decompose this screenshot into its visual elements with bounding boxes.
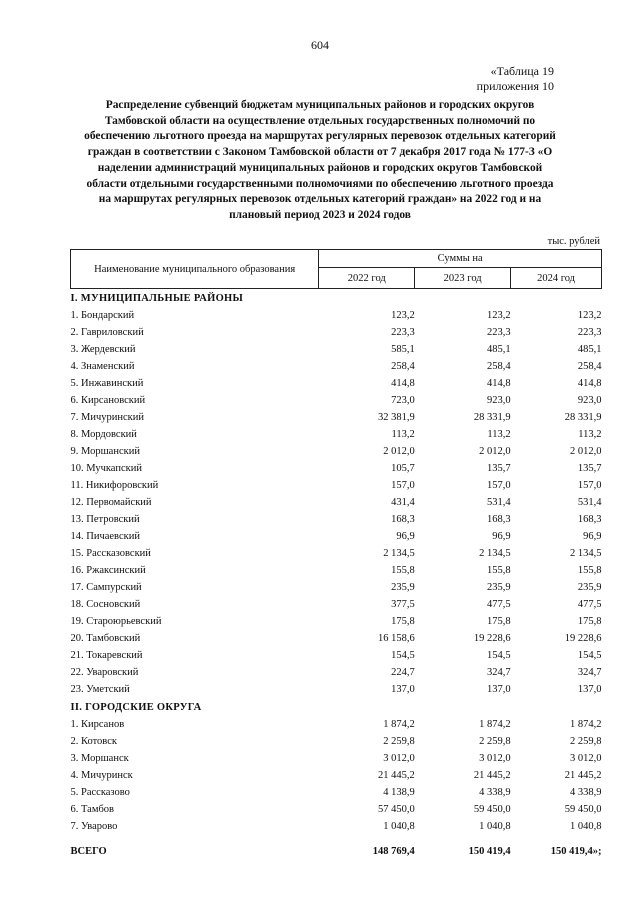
value-cell-2022: 21 445,2 [377, 770, 415, 781]
value-cell-2024: 28 331,9 [564, 412, 602, 423]
row-label: 16. Ржаксинский [70, 565, 146, 576]
row-label: 7. Уварово [70, 821, 118, 832]
row-label: 20. Тамбовский [70, 633, 141, 644]
table-row [71, 494, 602, 511]
page-number: 604 [311, 38, 329, 52]
row-label: 10. Мучкапский [70, 463, 142, 474]
value-cell-2022: 1 874,2 [383, 719, 415, 730]
value-cell-2022: 123,2 [391, 310, 415, 321]
value-cell-2023: 137,0 [486, 684, 511, 695]
value-cell-2022: 155,8 [391, 565, 415, 576]
value-cell-2022: 2 259,8 [383, 736, 415, 747]
value-cell-2024: 2 012,0 [570, 446, 602, 457]
value-cell-2022: 148 769,4 [372, 846, 415, 857]
value-cell-2024: 414,8 [577, 378, 602, 389]
value-cell-2024: 155,8 [577, 565, 602, 576]
value-cell-2024: 223,3 [577, 327, 602, 338]
value-cell-2023: 21 445,2 [473, 770, 511, 781]
value-cell-2023: 175,8 [486, 616, 511, 627]
table-row [71, 358, 602, 375]
value-cell-2023: 155,8 [486, 565, 511, 576]
table-row [71, 733, 602, 750]
value-cell-2023: 96,9 [492, 531, 511, 542]
row-label: 2. Котовск [70, 736, 117, 747]
value-cell-2024: 477,5 [577, 599, 602, 610]
value-cell-2023: 19 228,6 [473, 633, 511, 644]
row-label: 6. Тамбов [70, 804, 115, 815]
value-cell-2022: 168,3 [391, 514, 415, 525]
table-row [71, 630, 602, 647]
row-label: 12. Первомайский [70, 497, 152, 508]
value-cell-2024: 531,4 [577, 497, 602, 508]
table-row [71, 647, 602, 664]
table-row [71, 409, 602, 426]
col-header-year-2023: 2023 год [415, 268, 511, 289]
value-cell-2023: 1 874,2 [479, 719, 511, 730]
value-cell-2022: 235,9 [391, 582, 415, 593]
value-cell-2022: 57 450,0 [377, 804, 415, 815]
value-cell-2022: 377,5 [391, 599, 415, 610]
value-cell-2024: 123,2 [577, 310, 602, 321]
value-cell-2024: 21 445,2 [564, 770, 602, 781]
value-cell-2023: 28 331,9 [473, 412, 511, 423]
row-label: 3. Жердевский [70, 344, 136, 355]
row-label: II. ГОРОДСКИЕ ОКРУГА [70, 701, 202, 713]
row-label: 18. Сосновский [70, 599, 141, 610]
col-header-name: Наименование муниципального образования [71, 250, 319, 289]
row-label: 4. Знаменский [70, 361, 135, 372]
table-row [71, 562, 602, 579]
value-cell-2022: 137,0 [391, 684, 415, 695]
row-label: 14. Пичаевский [70, 531, 140, 542]
value-cell-2024: 1 040,8 [570, 821, 602, 832]
value-cell-2024: 3 012,0 [570, 753, 602, 764]
table-ref-line1: «Таблица 19 [490, 64, 554, 78]
value-cell-2024: 168,3 [577, 514, 602, 525]
table-row [71, 460, 602, 477]
value-cell-2023: 477,5 [486, 599, 511, 610]
row-label: 13. Петровский [70, 514, 140, 525]
table-row [71, 511, 602, 528]
value-cell-2022: 431,4 [391, 497, 415, 508]
value-cell-2023: 154,5 [486, 650, 511, 661]
table-row [71, 801, 602, 818]
value-cell-2024: 96,9 [583, 531, 602, 542]
row-label: 7. Мичуринский [70, 412, 144, 423]
value-cell-2024: 150 419,4»; [550, 846, 602, 857]
value-cell-2023: 1 040,8 [479, 821, 511, 832]
row-label: 2. Гавриловский [70, 327, 144, 338]
value-cell-2024: 175,8 [577, 616, 602, 627]
value-cell-2024: 2 259,8 [570, 736, 602, 747]
value-cell-2023: 4 338,9 [479, 787, 511, 798]
table-row [71, 664, 602, 681]
value-cell-2022: 224,7 [391, 667, 415, 678]
section-header [71, 698, 602, 716]
table-row [71, 545, 602, 562]
value-cell-2022: 585,1 [391, 344, 415, 355]
row-label: 1. Кирсанов [70, 719, 125, 730]
value-cell-2023: 123,2 [486, 310, 511, 321]
row-label: 17. Сампурский [70, 582, 142, 593]
value-cell-2024: 135,7 [577, 463, 602, 474]
value-cell-2024: 485,1 [577, 344, 602, 355]
value-cell-2022: 157,0 [391, 480, 415, 491]
table-row [71, 596, 602, 613]
value-cell-2024: 258,4 [577, 361, 602, 372]
value-cell-2024: 923,0 [577, 395, 602, 406]
value-cell-2022: 258,4 [391, 361, 415, 372]
col-header-year-2022: 2022 год [319, 268, 415, 289]
value-cell-2022: 2 134,5 [383, 548, 415, 559]
table-row [71, 716, 602, 733]
value-cell-2023: 235,9 [486, 582, 511, 593]
value-cell-2024: 4 338,9 [570, 787, 602, 798]
row-label: 4. Мичуринск [70, 770, 133, 781]
value-cell-2023: 223,3 [486, 327, 511, 338]
value-cell-2022: 3 012,0 [383, 753, 415, 764]
table-row [71, 750, 602, 767]
subsidy-table [70, 249, 602, 857]
row-label: 19. Староюрьевский [70, 616, 162, 627]
row-label: 1. Бондарский [70, 310, 135, 321]
table-row [71, 477, 602, 494]
value-cell-2022: 414,8 [391, 378, 415, 389]
row-label: 8. Мордовский [70, 429, 137, 440]
value-cell-2022: 4 138,9 [383, 787, 415, 798]
value-cell-2022: 32 381,9 [377, 412, 415, 423]
value-cell-2023: 2 134,5 [479, 548, 511, 559]
table-row [71, 528, 602, 545]
value-cell-2023: 157,0 [486, 480, 511, 491]
value-cell-2023: 59 450,0 [473, 804, 511, 815]
value-cell-2024: 154,5 [577, 650, 602, 661]
value-cell-2023: 135,7 [486, 463, 511, 474]
value-cell-2022: 2 012,0 [383, 446, 415, 457]
row-label: 21. Токаревский [70, 650, 143, 661]
table-row [71, 375, 602, 392]
value-cell-2022: 723,0 [391, 395, 415, 406]
value-cell-2024: 19 228,6 [564, 633, 602, 644]
table-row [71, 324, 602, 341]
row-label: 9. Моршанский [70, 446, 140, 457]
total-row [71, 835, 602, 857]
value-cell-2024: 137,0 [577, 684, 602, 695]
row-label: 3. Моршанск [70, 753, 129, 764]
value-cell-2023: 923,0 [486, 395, 511, 406]
table-ref-line2: приложения 10 [476, 79, 554, 93]
table-row [71, 681, 602, 698]
document-title: Распределение субвенций бюджетам муниципальных районов и городских округов Тамбовской области на осуществление отдельных государственных полномочий по обеспечению льготного проезда на маршрутах регулярных перевозок отдельных категорий граждан в соответствии с Законом Тамбовской области от 7 декабря 2017 года № 177-З «О наделении администраций муниципальных районов и городских округов Тамбовской области отдельными государственными полномочиями по обеспечению льготного проезда на маршрутах регулярных перевозок отдельных категорий граждан» на 2022 год и на плановый период 2023 и 2024 годов [84, 99, 556, 221]
row-label: 22. Уваровский [70, 667, 139, 678]
value-cell-2023: 485,1 [486, 344, 511, 355]
value-cell-2022: 96,9 [396, 531, 415, 542]
table-row [71, 426, 602, 443]
table-row [71, 818, 602, 835]
value-cell-2024: 235,9 [577, 582, 602, 593]
row-label: 6. Кирсановский [70, 395, 146, 406]
table-row [71, 784, 602, 801]
value-cell-2022: 1 040,8 [383, 821, 415, 832]
col-header-year-2024: 2024 год [511, 268, 602, 289]
table-row [71, 767, 602, 784]
value-cell-2024: 157,0 [577, 480, 602, 491]
table-row [71, 341, 602, 358]
value-cell-2024: 2 134,5 [570, 548, 602, 559]
row-label: ВСЕГО [70, 846, 107, 857]
table-row [71, 392, 602, 409]
value-cell-2024: 59 450,0 [564, 804, 602, 815]
row-label: 23. Уметский [70, 684, 130, 695]
units-label: тыс. рублей [547, 236, 600, 247]
value-cell-2023: 113,2 [487, 429, 511, 440]
value-cell-2022: 154,5 [391, 650, 415, 661]
row-label: 11. Никифоровский [70, 480, 159, 491]
row-label: 15. Рассказовский [70, 548, 151, 559]
value-cell-2023: 168,3 [486, 514, 511, 525]
row-label: 5. Рассказово [70, 787, 130, 798]
value-cell-2022: 223,3 [391, 327, 415, 338]
section-header [71, 289, 602, 308]
value-cell-2023: 324,7 [486, 667, 511, 678]
table-row [71, 579, 602, 596]
value-cell-2024: 113,2 [578, 429, 602, 440]
value-cell-2023: 3 012,0 [479, 753, 511, 764]
value-cell-2024: 324,7 [577, 667, 602, 678]
value-cell-2022: 105,7 [391, 463, 415, 474]
value-cell-2024: 1 874,2 [570, 719, 602, 730]
table-reference [477, 64, 554, 94]
value-cell-2023: 2 012,0 [479, 446, 511, 457]
value-cell-2023: 414,8 [486, 378, 511, 389]
value-cell-2023: 531,4 [486, 497, 511, 508]
table-row [71, 307, 602, 324]
col-header-sums: Суммы на [319, 250, 602, 268]
row-label: 5. Инжавинский [70, 378, 144, 389]
row-label: I. МУНИЦИПАЛЬНЫЕ РАЙОНЫ [70, 292, 244, 304]
table-body [71, 289, 602, 858]
value-cell-2022: 175,8 [391, 616, 415, 627]
value-cell-2023: 258,4 [486, 361, 511, 372]
value-cell-2023: 2 259,8 [479, 736, 511, 747]
value-cell-2022: 16 158,6 [377, 633, 415, 644]
table-row [71, 613, 602, 630]
value-cell-2023: 150 419,4 [468, 846, 511, 857]
value-cell-2022: 113,2 [391, 429, 415, 440]
table-row [71, 443, 602, 460]
